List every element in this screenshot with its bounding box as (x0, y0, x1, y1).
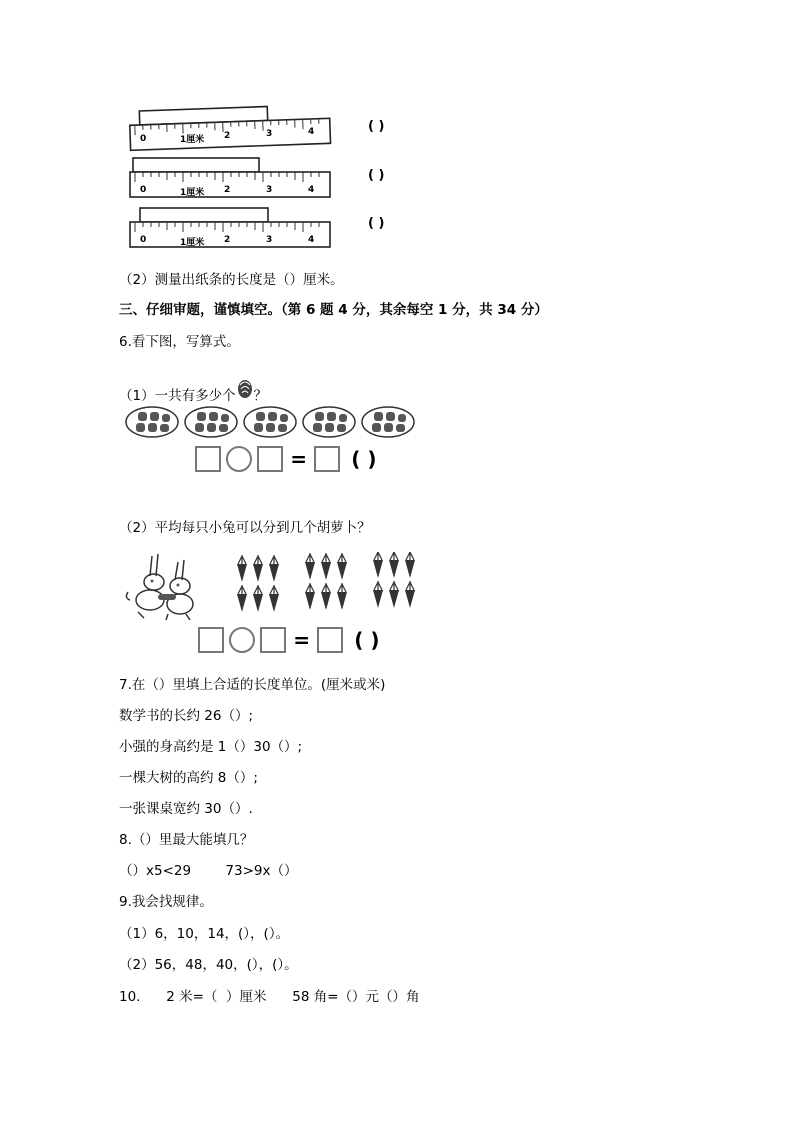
q9-line-1: （1）6，10，14，(），(）。 (119, 926, 290, 942)
ruler-3-answer-parens: ( ) (368, 216, 385, 231)
q5-part2: （2）测量出纸条的长度是（）厘米。 (119, 272, 344, 288)
q7-line-1: 数学书的长约 26（）; (119, 708, 254, 724)
operator-circle[interactable] (226, 446, 252, 472)
answer-box[interactable] (198, 627, 224, 653)
equals-sign: = (293, 628, 311, 652)
q7-line-3: 一棵大树的高约 8（）; (119, 770, 258, 786)
q6-part1-equation (195, 446, 376, 472)
ruler-2-answer-parens: ( ) (368, 168, 385, 183)
cabbage-icon (236, 377, 254, 399)
q6-part2-equation (198, 627, 379, 653)
q9-title: 9.我会找规律。 (119, 894, 213, 910)
tick-label: 3 (266, 185, 273, 195)
answer-box[interactable] (317, 627, 343, 653)
unit-parens: ( ) (351, 447, 377, 471)
tick-label: 2 (224, 131, 231, 141)
q7-line-2: 小强的身高约是 1（）30（）; (119, 739, 303, 755)
ruler-1-labels (140, 127, 340, 148)
q7-title: 7.在（）里填上合适的长度单位。(厘米或米) (119, 677, 386, 693)
cabbage-groups (124, 405, 419, 439)
ruler-2-labels (140, 185, 340, 199)
tick-label: 2 (224, 235, 231, 245)
q6-part1-suffix: ？ (253, 388, 268, 404)
tick-label: 4 (308, 185, 315, 195)
tick-label: 4 (308, 235, 315, 245)
tick-label: 2 (224, 185, 231, 195)
tick-label: 1厘米 (180, 188, 205, 198)
q6-part1 (119, 377, 267, 405)
tick-label: 3 (266, 235, 273, 245)
unit-parens: ( ) (354, 628, 380, 652)
answer-box[interactable] (195, 446, 221, 472)
tick-label: 3 (266, 129, 273, 139)
tick-label: 0 (140, 134, 147, 144)
q6-part1-text: （1）一共有多少个 (119, 388, 236, 404)
tick-label: 4 (308, 127, 315, 137)
q6-title: 6.看下图，写算式。 (119, 334, 240, 350)
operator-circle[interactable] (229, 627, 255, 653)
q6-part2: （2）平均每只小兔可以分到几个胡萝卜？ (119, 520, 371, 536)
q7-line-4: 一张课桌宽约 30（）. (119, 801, 253, 817)
tick-label: 1厘米 (180, 238, 205, 248)
answer-box[interactable] (314, 446, 340, 472)
rabbits-picture (122, 548, 202, 622)
tick-label: 1厘米 (180, 135, 205, 145)
q8-line: （）x5<29 73>9x（） (119, 863, 298, 879)
section3-title: 三、仔细审题，谨慎填空。（第 6 题 4 分，其余每空 1 分，共 34 分） (119, 302, 548, 318)
tick-label: 0 (140, 185, 147, 195)
answer-box[interactable] (257, 446, 283, 472)
q8-title: 8.（）里最大能填几？ (119, 832, 254, 848)
equals-sign: = (290, 447, 308, 471)
ruler-3-labels (140, 235, 340, 249)
q10-line: 10. 2 米=（ ）厘米 58 角=（）元（）角 (119, 989, 420, 1005)
answer-box[interactable] (260, 627, 286, 653)
q9-line-2: （2）56，48，40，(），(）。 (119, 957, 298, 973)
tick-label: 0 (140, 235, 147, 245)
ruler-1-answer-parens: ( ) (368, 119, 385, 134)
carrots-picture (232, 552, 432, 618)
